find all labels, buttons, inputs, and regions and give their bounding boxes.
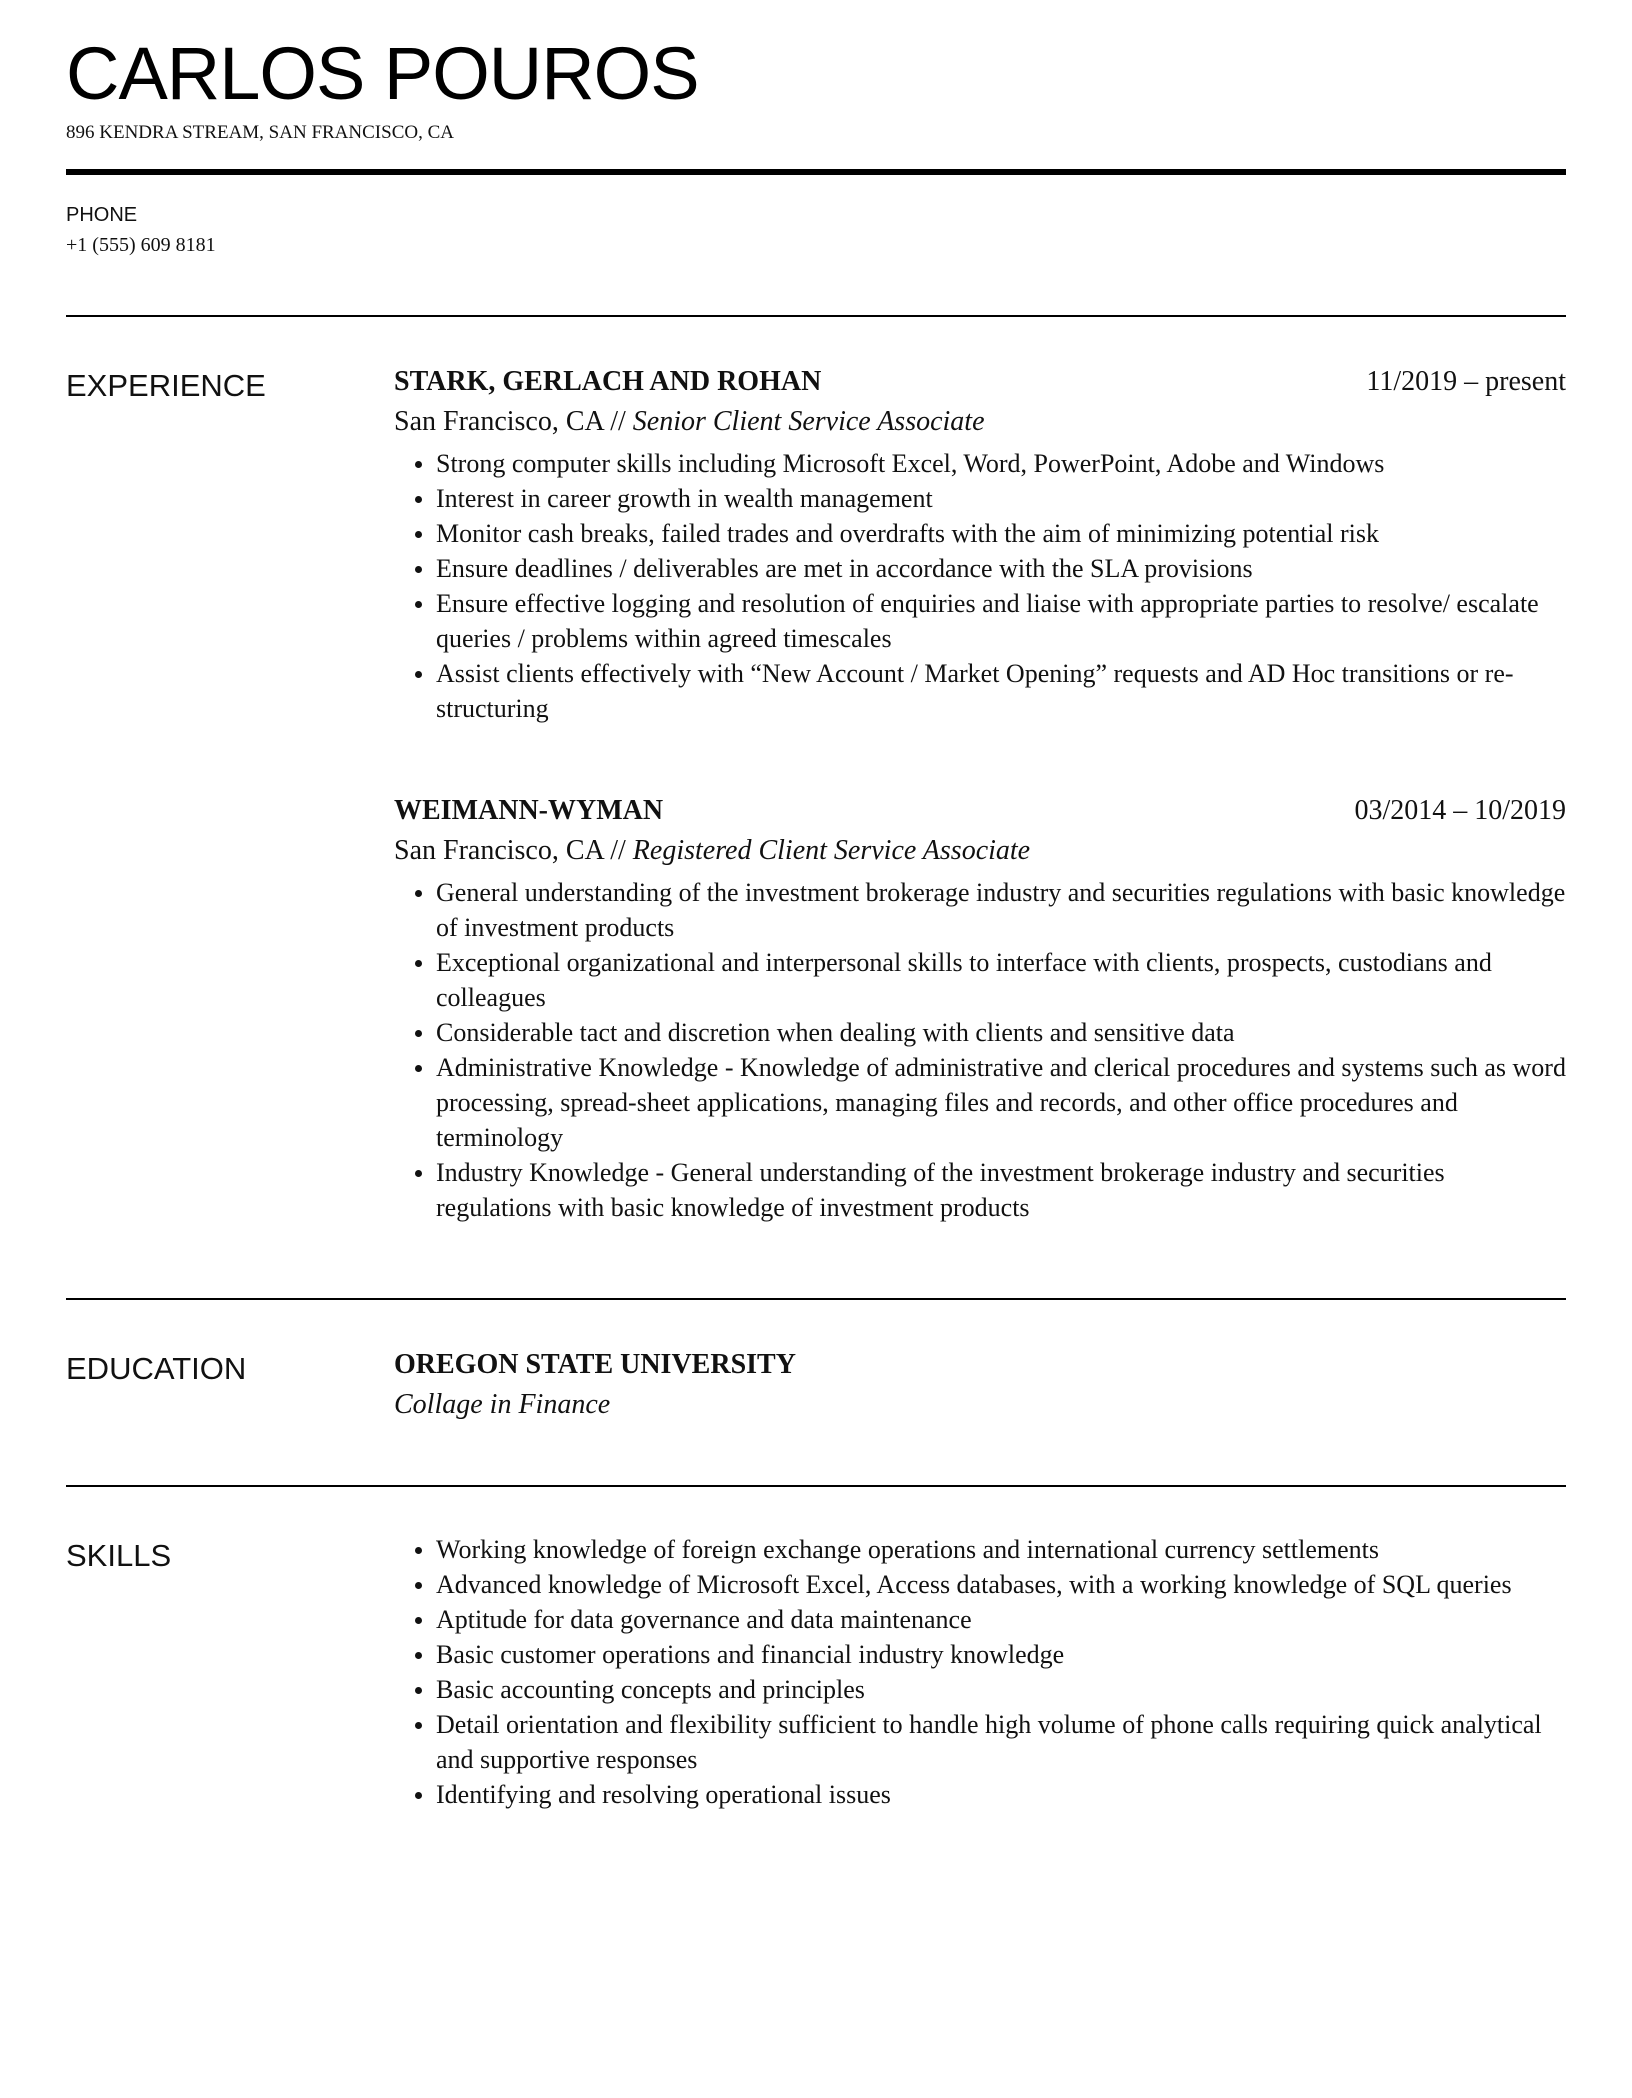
- job-bullets: [394, 875, 1566, 1225]
- list-item: [394, 656, 1566, 726]
- bullet-icon: [415, 566, 422, 573]
- header-divider: [66, 169, 1566, 175]
- education-entry: [394, 1345, 1566, 1425]
- list-item: [394, 481, 1566, 516]
- phone-label: PHONE: [66, 204, 138, 226]
- bullet-text: Considerable tact and discretion when dealing with clients and sensitive data: [436, 1018, 1235, 1047]
- list-item: [394, 1567, 1566, 1602]
- list-item: [394, 1155, 1566, 1225]
- list-item: [394, 945, 1566, 1015]
- list-item: [394, 1602, 1566, 1637]
- list-item: [394, 1532, 1566, 1567]
- bullet-icon: [415, 1792, 422, 1799]
- job-header: [394, 791, 1566, 831]
- bullet-icon: [415, 1582, 422, 1589]
- bullet-text: Working knowledge of foreign exchange operations and international currency settlements: [436, 1535, 1379, 1564]
- education-heading: EDUCATION: [66, 1351, 247, 1386]
- list-item: [394, 446, 1566, 481]
- job-separator: //: [610, 406, 626, 437]
- bullet-icon: [415, 531, 422, 538]
- candidate-address: 896 KENDRA STREAM, SAN FRANCISCO, CA: [66, 122, 454, 143]
- job-separator: //: [610, 835, 626, 866]
- list-item: [394, 516, 1566, 551]
- bullet-text: Detail orientation and flexibility sufficient to handle high volume of phone calls requiring quick analytical and supportive responses: [436, 1710, 1542, 1774]
- bullet-icon: [415, 1617, 422, 1624]
- experience-divider: [66, 1298, 1566, 1300]
- education-degree: Collage in Finance: [394, 1389, 611, 1420]
- list-item: [394, 1050, 1566, 1155]
- bullet-text: Advanced knowledge of Microsoft Excel, Access databases, with a working knowledge of SQL queries: [436, 1570, 1512, 1599]
- job-location: San Francisco, CA: [394, 406, 604, 437]
- list-item: [394, 1707, 1566, 1777]
- bullet-icon: [415, 1547, 422, 1554]
- job-subline: [394, 831, 1566, 871]
- bullet-text: Basic customer operations and financial industry knowledge: [436, 1640, 1065, 1669]
- bullet-icon: [415, 1030, 422, 1037]
- job-entry: [394, 791, 1566, 1225]
- job-location: San Francisco, CA: [394, 835, 604, 866]
- bullet-text: Industry Knowledge - General understanding of the investment brokerage industry and securities regulations with basic knowledge of investment products: [436, 1158, 1445, 1222]
- job-role: Senior Client Service Associate: [632, 406, 985, 437]
- bullet-text: Exceptional organizational and interpersonal skills to interface with clients, prospects, custodians and colleagues: [436, 948, 1492, 1012]
- job-company: WEIMANN-WYMAN: [394, 795, 664, 826]
- education-divider: [66, 1485, 1566, 1487]
- bullet-text: Administrative Knowledge - Knowledge of administrative and clerical procedures and systems such as word processing, spread-sheet applications, managing files and records, and other office procedures and terminology: [436, 1053, 1566, 1152]
- experience-heading: EXPERIENCE: [66, 368, 266, 403]
- bullet-text: Basic accounting concepts and principles: [436, 1675, 865, 1704]
- candidate-name: CARLOS POUROS: [66, 32, 699, 115]
- job-entry: [394, 362, 1566, 726]
- education-degree-line: [394, 1385, 1566, 1425]
- list-item: [394, 1637, 1566, 1672]
- list-item: [394, 1777, 1566, 1812]
- list-item: [394, 551, 1566, 586]
- bullet-icon: [415, 1722, 422, 1729]
- bullet-icon: [415, 890, 422, 897]
- list-item: [394, 586, 1566, 656]
- education-school: OREGON STATE UNIVERSITY: [394, 1349, 796, 1380]
- contact-divider: [66, 315, 1566, 317]
- bullet-text: Identifying and resolving operational issues: [436, 1780, 891, 1809]
- bullet-text: Interest in career growth in wealth management: [436, 484, 933, 513]
- job-header: [394, 362, 1566, 402]
- bullet-icon: [415, 960, 422, 967]
- job-role: Registered Client Service Associate: [632, 835, 1031, 866]
- bullet-icon: [415, 461, 422, 468]
- phone-number: +1 (555) 609 8181: [66, 234, 216, 256]
- bullet-icon: [415, 1170, 422, 1177]
- list-item: [394, 875, 1566, 945]
- list-item: [394, 1672, 1566, 1707]
- bullet-icon: [415, 1687, 422, 1694]
- skills-list: [394, 1532, 1566, 1812]
- bullet-text: Ensure effective logging and resolution of enquiries and liaise with appropriate parties to resolve/ escalate queries / problems within agreed timescales: [436, 589, 1539, 653]
- education-school-line: [394, 1345, 1566, 1385]
- job-dates: 11/2019 – present: [1366, 366, 1566, 397]
- bullet-icon: [415, 1652, 422, 1659]
- bullet-text: Assist clients effectively with “New Account / Market Opening” requests and AD Hoc transitions or re-structuring: [436, 659, 1514, 723]
- bullet-text: Aptitude for data governance and data maintenance: [436, 1605, 972, 1634]
- job-dates: 03/2014 – 10/2019: [1354, 795, 1566, 826]
- bullet-icon: [415, 496, 422, 503]
- bullet-icon: [415, 1065, 422, 1072]
- skills-list-block: [394, 1532, 1566, 1812]
- bullet-text: General understanding of the investment brokerage industry and securities regulations with basic knowledge of investment products: [436, 878, 1566, 942]
- skills-heading: SKILLS: [66, 1538, 172, 1573]
- job-company: STARK, GERLACH AND ROHAN: [394, 366, 822, 397]
- bullet-text: Monitor cash breaks, failed trades and overdrafts with the aim of minimizing potential risk: [436, 519, 1379, 548]
- list-item: [394, 1015, 1566, 1050]
- bullet-text: Strong computer skills including Microsoft Excel, Word, PowerPoint, Adobe and Windows: [436, 449, 1385, 478]
- bullet-icon: [415, 601, 422, 608]
- job-bullets: [394, 446, 1566, 726]
- bullet-text: Ensure deadlines / deliverables are met in accordance with the SLA provisions: [436, 554, 1253, 583]
- job-subline: [394, 402, 1566, 442]
- bullet-icon: [415, 671, 422, 678]
